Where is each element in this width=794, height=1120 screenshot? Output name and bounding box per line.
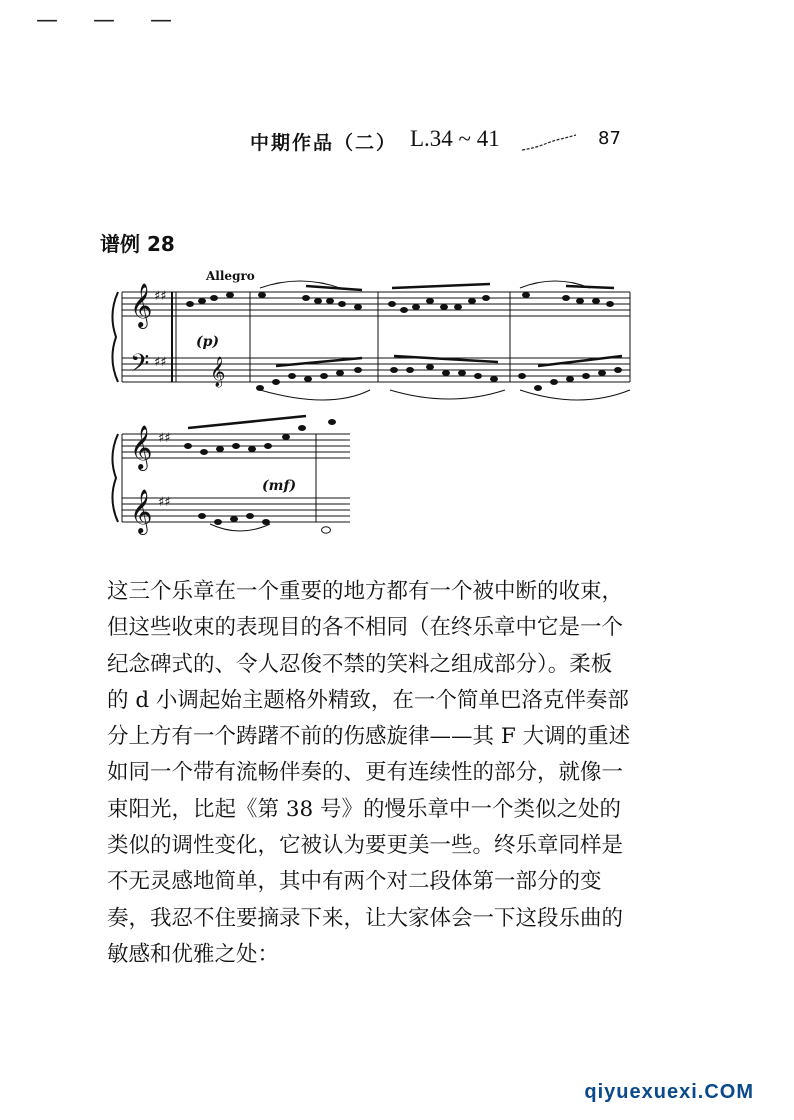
chapter-title: 中期作品（二）: [250, 132, 398, 154]
system1-bass-staff: [122, 358, 630, 382]
svg-text:𝄢: 𝄢: [130, 349, 150, 384]
svg-text:𝄞: 𝄞: [130, 425, 153, 469]
running-head: [250, 128, 650, 158]
catalog-range: L.34 ~ 41: [410, 126, 500, 151]
dynamic-mezzo-forte: (mf): [262, 478, 297, 494]
header-decoration: — — —: [36, 8, 186, 33]
body-line: 这三个乐章在一个重要的地方都有一个被中断的收束，: [107, 579, 624, 604]
svg-text:𝄞: 𝄞: [210, 357, 226, 387]
svg-text:♯♯: ♯♯: [158, 431, 171, 446]
body-line: 的 d 小调起始主题格外精致，在一个简单巴洛克伴奏部: [107, 687, 629, 713]
svg-text:♯♯: ♯♯: [154, 355, 167, 370]
svg-text:𝄞: 𝄞: [130, 283, 153, 327]
flourish-ornament: [520, 134, 580, 154]
svg-text:♯♯: ♯♯: [154, 289, 167, 304]
body-text: [107, 574, 677, 973]
page-number: 87: [598, 128, 621, 149]
svg-text:♯♯: ♯♯: [158, 495, 171, 510]
tempo-marking: Allegro: [206, 269, 255, 283]
svg-text:𝄞: 𝄞: [130, 489, 153, 533]
body-line: 但这些收束的表现目的各不相同（在终乐章中它是一个: [107, 615, 624, 641]
watermark: qiyuexuexi.COM: [584, 1081, 754, 1103]
body-line: 类似的调性变化，它被认为要更美一些。终乐章同样是: [107, 833, 624, 859]
music-score: [110, 262, 650, 562]
body-line: 敏感和优雅之处：: [107, 941, 280, 967]
body-line: 不无灵感地简单，其中有两个对二段体第一部分的变: [107, 869, 602, 895]
body-line: 奏，我忍不住要摘录下来，让大家体会一下这段乐曲的: [107, 905, 624, 931]
example-label: 谱例 28: [100, 232, 175, 256]
body-line: 纪念碑式的、令人忍俊不禁的笑料之组成部分）。柔板: [107, 651, 613, 677]
dynamic-piano: (p): [196, 334, 220, 350]
body-line: 束阳光，比起《第 38 号》的慢乐章中一个类似之处的: [107, 796, 622, 822]
system1-treble-staff: [122, 292, 630, 316]
body-line: 分上方有一个踌躇不前的伤感旋律——其 F 大调的重述: [107, 724, 631, 750]
body-line: 如同一个带有流畅伴奏的、更有连续性的部分，就像一: [107, 760, 624, 786]
